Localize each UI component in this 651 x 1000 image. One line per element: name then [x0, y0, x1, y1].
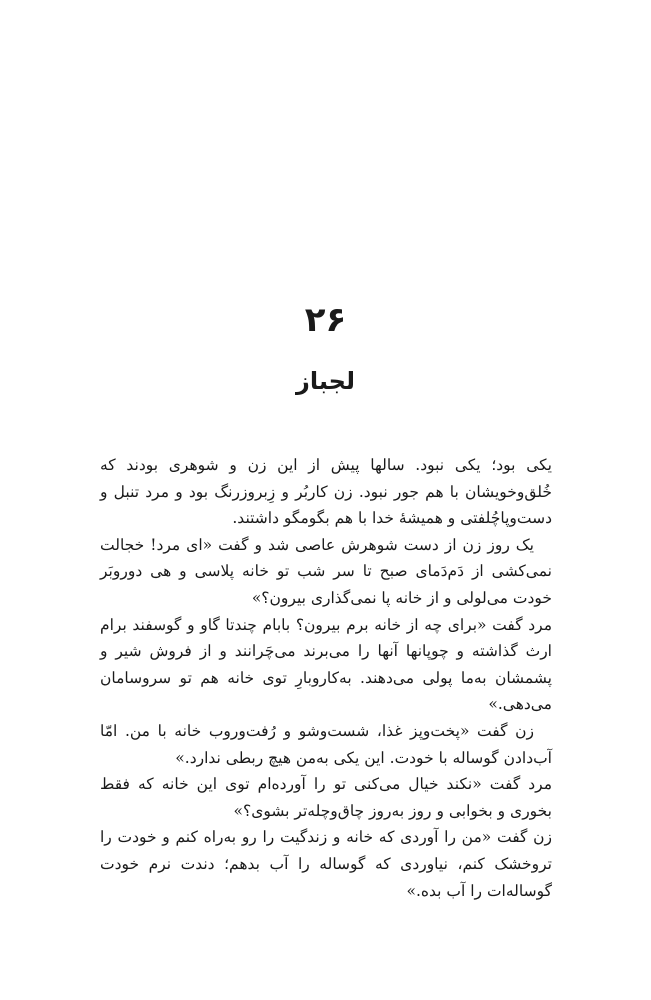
paragraph: زن گفت «من را آوردی که خانه و زندگیت را رو به‌راه کنم و خودت را تروخشک کنم، نیاوردی که گوساله را آب بدهم؛ دندت نرم خودت گوساله‌ات را آب بده.»	[100, 828, 552, 900]
paragraph: یکی بود؛ یکی نبود. سالها پیش از این زن و شوهری بودند که خُلق‌وخویشان با هم جور نبود. زن کاربُر و زِبروزرنگ بود و مرد تنبل و دست‌وپاچُلفتی و همیشهٔ خدا با هم بگومگو داشتند.	[100, 456, 552, 528]
paragraph: مرد گفت «نکند خیال می‌کنی تو را آورده‌ام توی این خانه که فقط بخوری و بخوابی و روز به‌روز چاق‌وچله‌تر بشوی؟»	[100, 775, 552, 820]
paragraph: یک روز زن از دست شوهرش عاصی شد و گفت «ای مرد! خجالت نمی‌کشی از دَم‌دَمای صبح تا سر شب تو خانه پلاسی و هی دوروبَر خودت می‌لولی و از خانه پا نمی‌گذاری بیرون؟»	[100, 535, 552, 607]
paragraph: مرد گفت «برای چه از خانه برم بیرون؟ بابام چندتا گاو و گوسفند برام ارث گذاشته و چوپانها آنها را می‌برند می‌چَرانند و از فروش شیر و پشمشان به‌ما پولی می‌دهند. به‌کاروبارِ توی خانه هم تو سروسامان می‌دهی.»	[100, 615, 552, 714]
chapter-number: ۲۶	[304, 300, 347, 340]
paragraph: زن گفت «پخت‌وپز غذا، شست‌وشو و رُفت‌وروب خانه با من. امّا آب‌دادن گوساله با خودت. این یکی به‌من هیچ ربطی ندارد.»	[100, 721, 552, 767]
story-text	[100, 452, 552, 904]
chapter-title: لجباز	[296, 367, 355, 395]
